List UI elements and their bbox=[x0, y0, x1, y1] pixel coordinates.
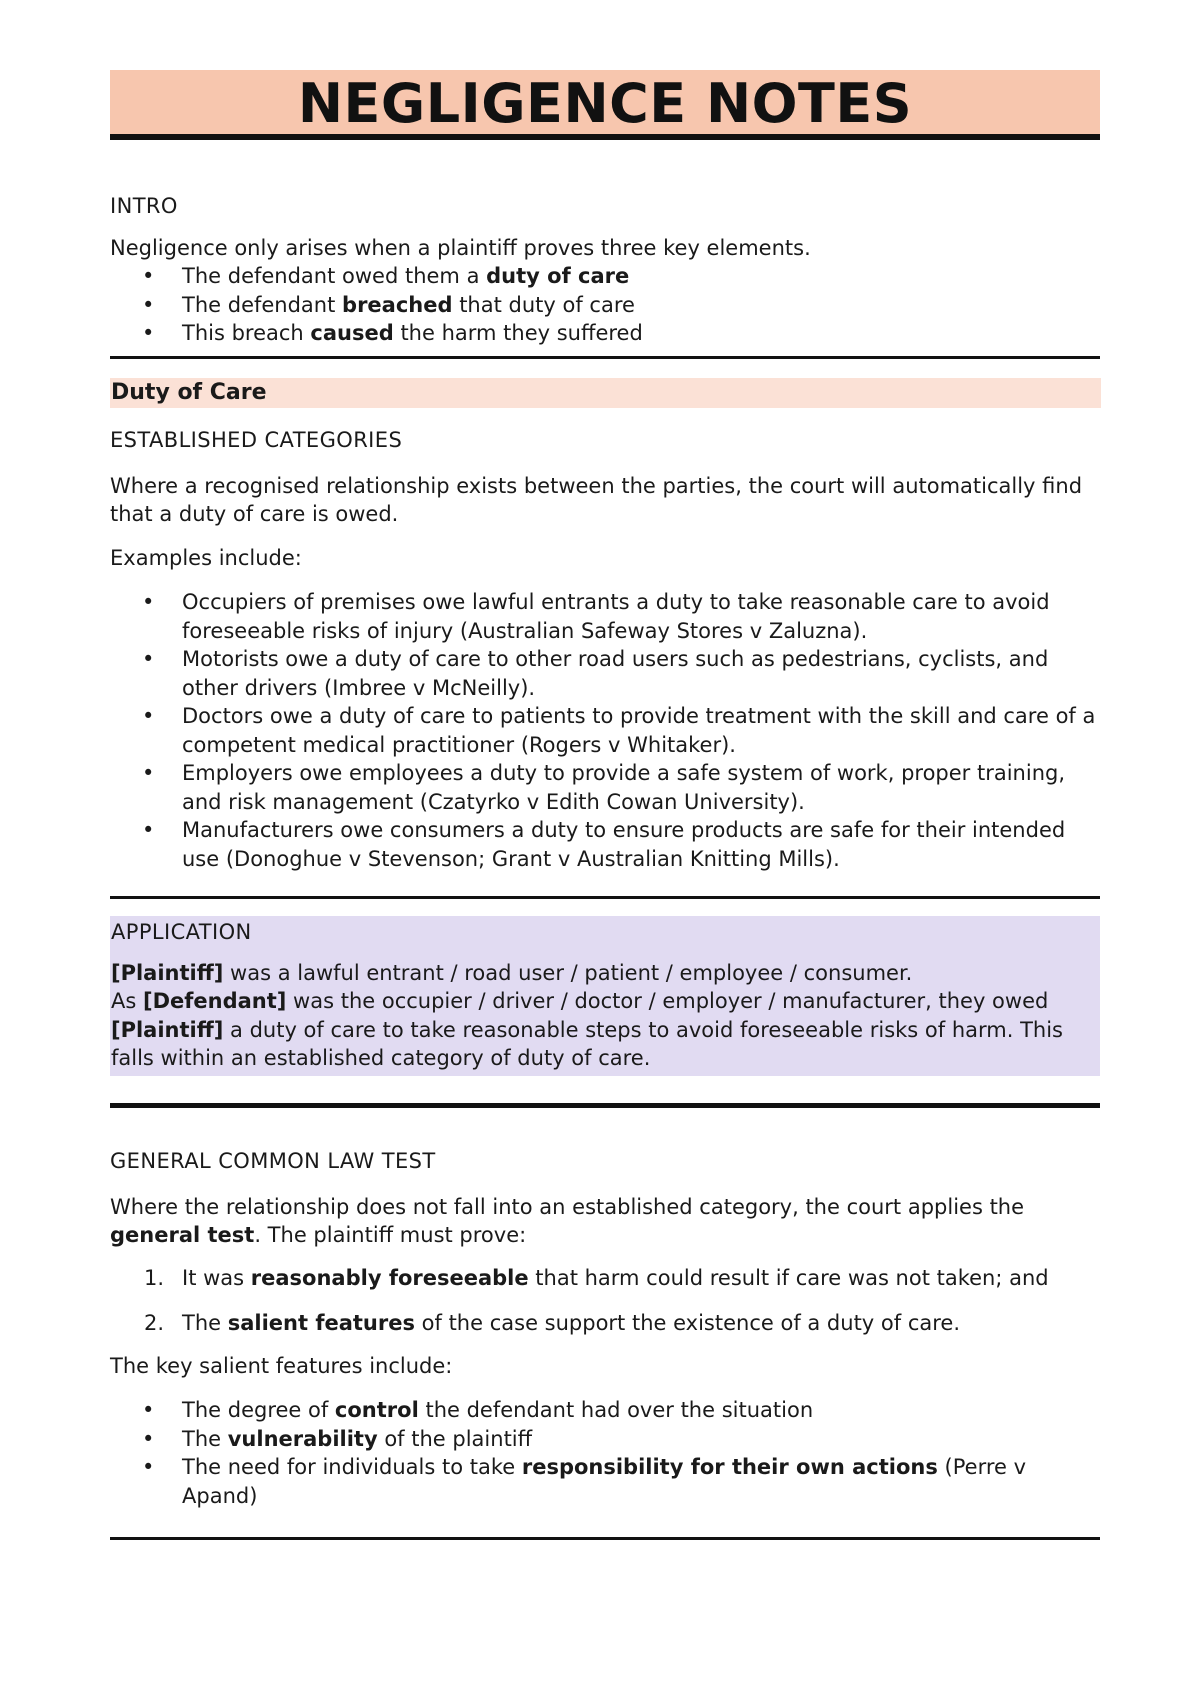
elements-list bbox=[110, 262, 1100, 348]
divider-thick bbox=[110, 1103, 1100, 1108]
salient-label: The key salient features include: bbox=[110, 1353, 453, 1378]
steps-list bbox=[110, 1264, 1100, 1338]
list-item: • Employers owe employees a duty to provide a safe system of work, proper training, and risk management (Czatyrko v Edith Cowan University). bbox=[110, 759, 1100, 816]
list-item: • The defendant breached that duty of care bbox=[110, 291, 1100, 320]
list-item: • The defendant owed them a duty of care bbox=[110, 262, 1100, 291]
list-item: • The need for individuals to take responsibility for their own actions (Perre v Apand) bbox=[110, 1453, 1100, 1510]
list-item: • The degree of control the defendant had over the situation bbox=[110, 1396, 1100, 1425]
general-paragraph: Where the relationship does not fall into an established category, the court applies the general test. The plaintiff must prove: bbox=[110, 1194, 1025, 1247]
divider bbox=[110, 356, 1100, 359]
duty-of-care-band: Duty of Care bbox=[110, 378, 1101, 408]
intro-heading: INTRO bbox=[110, 194, 178, 218]
application-heading: APPLICATION bbox=[111, 920, 252, 944]
intro-lead: Negligence only arises when a plaintiff proves three key elements. bbox=[110, 235, 811, 260]
list-item: • The vulnerability of the plaintiff bbox=[110, 1425, 1100, 1454]
intro-section bbox=[110, 192, 1100, 348]
list-item: 2. The salient features of the case support the existence of a duty of care. bbox=[144, 1311, 960, 1335]
page-title: NEGLIGENCE NOTES bbox=[297, 72, 913, 135]
list-item: • This breach caused the harm they suffered bbox=[110, 319, 1100, 348]
list-item: • Doctors owe a duty of care to patients to provide treatment with the skill and care of a competent medical practitioner (Rogers v Whitaker). bbox=[110, 702, 1100, 759]
general-heading: GENERAL COMMON LAW TEST bbox=[110, 1149, 436, 1173]
title-banner bbox=[110, 70, 1100, 140]
features-list bbox=[110, 1396, 1100, 1510]
general-test-section bbox=[110, 1147, 1100, 1510]
established-heading: ESTABLISHED CATEGORIES bbox=[110, 428, 403, 452]
list-item: • Manufacturers owe consumers a duty to ensure products are safe for their intended use (Donoghue v Stevenson; Grant v Australian Knitting Mills). bbox=[110, 816, 1100, 873]
examples-list bbox=[110, 588, 1100, 873]
examples-label: Examples include: bbox=[110, 545, 302, 570]
list-item: • Motorists owe a duty of care to other road users such as pedestrians, cyclists, and other drivers (Imbree v McNeilly). bbox=[110, 645, 1100, 702]
application-box bbox=[110, 916, 1100, 1076]
divider bbox=[110, 896, 1100, 899]
divider bbox=[110, 1537, 1100, 1540]
list-item: 1. It was reasonably foreseeable that harm could result if care was not taken; and bbox=[144, 1265, 1049, 1290]
established-paragraph: Where a recognised relationship exists between the parties, the court will automatically find that a duty of care is owed. bbox=[110, 473, 1083, 526]
established-section bbox=[110, 426, 1100, 873]
list-item: • Occupiers of premises owe lawful entrants a duty to take reasonable care to avoid foreseeable risks of injury (Australian Safeway Stores v Zaluzna). bbox=[110, 588, 1100, 645]
application-paragraph: [Plaintiff] was a lawful entrant / road user / patient / employee / consumer. As [Defendant] was the occupier / driver / doctor / employer / manufacturer, they owed [Plaintiff] a duty of care to take reasonable steps to avoid foreseeable risks of harm. This falls within an established category of duty of care. bbox=[111, 960, 1064, 1070]
